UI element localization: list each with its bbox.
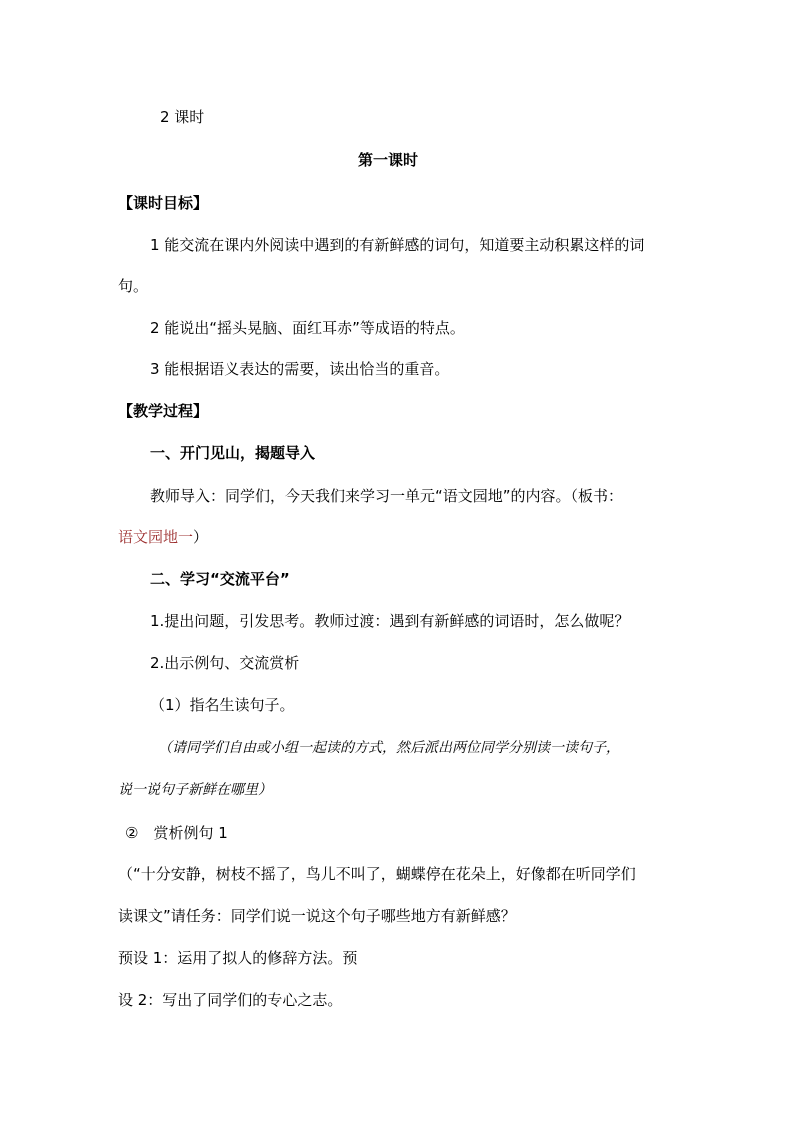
section-1-title: 一、开门见山，揭题导入 [150,444,316,462]
objective-2: 2 能说出“摇头晃脑、面红耳赤”等成语的特点。 [150,319,465,337]
objective-3: 3 能根据语义表达的需要，读出恰当的重音。 [150,360,450,378]
section-2-title: 二、学习“交流平台” [150,570,290,588]
substep-2: ② 赏析例句 1 [125,824,228,842]
substep-1: （1）指名生读句子。 [150,696,295,714]
board-writing: 语文园地一 [118,528,194,546]
objective-1-line-2: 句。 [118,277,149,295]
objective-1-line-1: 1 能交流在课内外阅读中遇到的有新鲜感的词句，知道要主动积累这样的词 [150,236,645,254]
board-close-paren: ） [193,528,209,546]
section-1-board-line [118,527,208,547]
class-hours: 2 课时 [160,108,205,126]
step-2: 2.出示例句、交流赏析 [150,654,300,672]
quote-line-2: 读课文”请任务：同学们说一说这个句子哪些地方有新鲜感？ [118,907,516,925]
step-1: 1.提出问题，引发思考。教师过渡：遇到有新鲜感的词语时，怎么做呢？ [150,612,630,630]
note-line-2: 说一说句子新鲜在哪里） [118,782,272,798]
objectives-heading: 【课时目标】 [118,194,209,212]
process-heading: 【教学过程】 [118,402,209,420]
preset-line-2: 设 2：写出了同学们的专心之志。 [118,991,343,1009]
section-1-text: 教师导入：同学们，今天我们来学习一单元“语文园地”的内容。（板书： [150,487,624,505]
quote-line-1: （“十分安静，树枝不摇了，鸟儿不叫了，蝴蝶停在花朵上，好像都在听同学们 [118,865,636,883]
note-line-1: （请同学们自由或小组一起读的方式，然后派出两位同学分别读一读句子， [158,740,620,756]
lesson-title: 第一课时 [358,151,419,169]
preset-line-1: 预设 1：运用了拟人的修辞方法。预 [118,949,358,967]
